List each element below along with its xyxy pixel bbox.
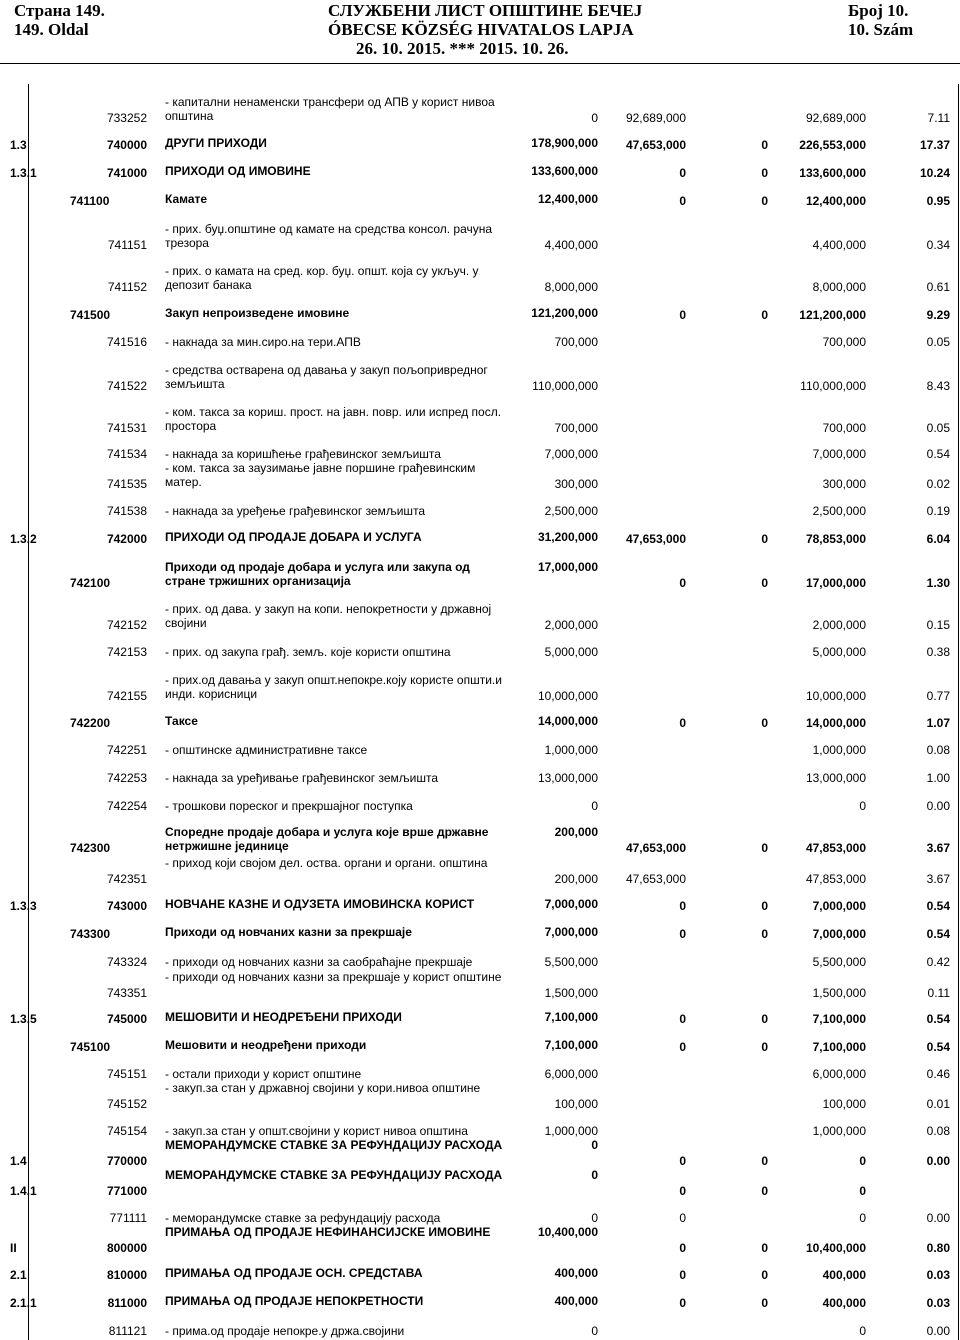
row-number: 1.3	[10, 138, 27, 152]
header-page-number-sr: Страна 149.	[14, 1, 105, 20]
row-description: - закуп.за стан у државној својини у кори.нивоа општине	[165, 1081, 481, 1095]
row-amount-budget: 100,000	[554, 1097, 598, 1111]
row-percent: 0.08	[926, 743, 950, 757]
table-row	[0, 1266, 960, 1282]
row-percent: 0.46	[926, 1067, 950, 1081]
row-description: - прих.од давања у закуп општ.непокре.коју користе општи.и инди. корисници	[165, 673, 502, 701]
header-issue-sr: Број 10.	[848, 1, 909, 20]
table-row	[0, 136, 960, 152]
row-amount-budget: 7,000,000	[544, 925, 598, 939]
row-description: - средства остварена од давања у закуп пољопривредног земљишта	[165, 363, 488, 391]
table-row	[0, 825, 960, 855]
row-code: 745151	[106, 1067, 147, 1081]
table-row	[0, 222, 960, 252]
row-amount-budget: 5,500,000	[544, 955, 598, 969]
row-number: 2.1.1	[10, 1296, 37, 1310]
row-code: 733252	[106, 111, 147, 125]
row-amount-budget: 0	[591, 1211, 598, 1225]
table-row	[0, 1211, 960, 1225]
row-percent: 1.07	[926, 716, 950, 730]
row-amount-other: 0	[679, 1154, 686, 1168]
row-code: 741000	[106, 166, 147, 180]
row-description: - приходи од новчаних казни за прекршаје у корист општине	[165, 970, 502, 984]
table-row	[0, 1138, 960, 1168]
row-amount-extra: 0	[761, 899, 768, 913]
table-row	[0, 970, 960, 1000]
row-amount-other: 0	[679, 1040, 686, 1054]
row-amount-budget: 7,000,000	[544, 447, 598, 461]
row-description: ПРИХОДИ ОД ПРОДАЈЕ ДОБАРА И УСЛУГА	[165, 530, 422, 544]
row-description: - капитални ненаменски трансфери од АПВ у корист нивоа општина	[165, 95, 495, 123]
row-description: - прих. од дава. у закуп на копи. непокретности у државној својини	[165, 602, 492, 630]
row-amount-total: 700,000	[822, 335, 866, 349]
table-row	[0, 602, 960, 632]
row-code: 741151	[107, 238, 147, 252]
row-amount-budget: 300,000	[554, 477, 598, 491]
row-description: ПРИМАЊА ОД ПРОДАЈЕ НЕФИНАНСИЈСКЕ ИМОВИНЕ	[165, 1225, 491, 1239]
row-amount-total: 133,600,000	[799, 166, 866, 180]
row-description: Споредне продаје добара и услуга које врше државне нетржишне јединице	[165, 825, 489, 853]
row-amount-total: 7,000,000	[812, 927, 866, 941]
table-row	[0, 771, 960, 785]
row-amount-total: 7,000,000	[812, 447, 866, 461]
row-amount-total: 0	[859, 1324, 866, 1338]
table-row	[0, 897, 960, 913]
row-percent: 0.34	[926, 238, 950, 252]
table-row	[0, 673, 960, 703]
row-percent: 10.24	[919, 166, 950, 180]
row-description: - приходи од новчаних казни за саобраћајне прекршаје	[165, 955, 473, 969]
row-code: 742253	[106, 771, 147, 785]
row-amount-total: 78,853,000	[805, 532, 866, 546]
row-amount-extra: 0	[761, 1040, 768, 1054]
row-percent: 0.54	[926, 927, 950, 941]
row-amount-budget: 7,000,000	[544, 897, 598, 911]
table-row	[0, 306, 960, 322]
header-page-number-hu: 149. Oldal	[14, 20, 89, 39]
row-amount-total: 8,000,000	[812, 280, 866, 294]
row-amount-extra: 0	[761, 716, 768, 730]
row-amount-extra: 0	[761, 166, 768, 180]
row-description: - накнада за уређење грађевинског земљишта	[165, 504, 426, 518]
row-description: Приходи од продаје добара и услуга или закупа од стране тржишних организација	[165, 560, 470, 588]
row-amount-budget: 200,000	[554, 872, 598, 886]
header-date: 26. 10. 2015. *** 2015. 10. 26.	[356, 39, 569, 58]
row-percent: 0.80	[926, 1241, 950, 1255]
row-amount-total: 700,000	[822, 421, 866, 435]
table-row	[0, 405, 960, 435]
row-percent: 0.11	[927, 986, 950, 1000]
row-code: 742351	[106, 872, 147, 886]
row-description: - општинске административне таксе	[165, 743, 368, 757]
row-amount-budget: 110,000,000	[532, 379, 598, 393]
row-code: 742152	[106, 618, 147, 632]
table-row	[0, 461, 960, 491]
table-row	[0, 1067, 960, 1081]
row-amount-other: 0	[679, 899, 686, 913]
table-row	[0, 192, 960, 208]
table-row	[0, 1038, 960, 1054]
row-percent: 0.77	[926, 689, 950, 703]
row-amount-extra: 0	[761, 138, 768, 152]
table-row	[0, 1324, 960, 1338]
row-amount-extra: 0	[761, 576, 768, 590]
row-code: 811121	[108, 1324, 147, 1338]
row-description: - ком. такса за заузимање јавне поршине грађевинским матер.	[165, 461, 476, 489]
row-amount-other: 47,653,000	[625, 138, 686, 152]
row-description: - остали приходи у корист општине	[165, 1067, 362, 1081]
header-issue-hu: 10. Szám	[848, 20, 914, 39]
row-number: 1.3.5	[10, 1012, 37, 1026]
row-amount-other: 0	[679, 1012, 686, 1026]
row-amount-other: 0	[679, 308, 686, 322]
table-row	[0, 560, 960, 590]
row-percent: 0.02	[926, 477, 950, 491]
row-amount-other: 92,689,000	[625, 111, 686, 125]
row-percent: 0.00	[926, 1211, 950, 1225]
row-amount-total: 400,000	[822, 1296, 866, 1310]
row-amount-extra: 0	[761, 308, 768, 322]
row-code: 743324	[106, 955, 147, 969]
row-description: - накнада за коришћење грађевинског земљишта	[165, 447, 441, 461]
table-row	[0, 856, 960, 886]
row-number: 2.1	[10, 1268, 27, 1282]
row-description: - приход који својом дел. оства. органи и органи. општина	[165, 856, 488, 870]
row-code: 742200	[70, 716, 111, 730]
row-percent: 1.00	[926, 771, 950, 785]
row-percent: 9.29	[926, 308, 950, 322]
row-description: - накнада за уређивање грађевинског земљишта	[165, 771, 439, 785]
row-amount-total: 2,000,000	[812, 618, 866, 632]
row-percent: 0.03	[926, 1296, 950, 1310]
row-number: 1.4.1	[10, 1184, 37, 1198]
row-code: 741100	[70, 194, 110, 208]
row-code: 811000	[107, 1296, 147, 1310]
row-percent: 0.54	[926, 1040, 950, 1054]
row-amount-other: 0	[679, 1211, 686, 1225]
row-percent: 0.61	[926, 280, 950, 294]
row-percent: 0.05	[926, 335, 950, 349]
row-code: 741531	[106, 421, 147, 435]
row-amount-total: 10,400,000	[805, 1241, 866, 1255]
table-row	[0, 714, 960, 730]
row-code: 742000	[106, 532, 147, 546]
row-code: 742300	[70, 841, 111, 855]
row-amount-total: 0	[859, 1184, 866, 1198]
row-percent: 3.67	[926, 872, 950, 886]
row-amount-total: 12,400,000	[805, 194, 866, 208]
row-amount-budget: 121,200,000	[531, 306, 598, 320]
row-amount-extra: 0	[761, 1184, 768, 1198]
table-row	[0, 955, 960, 969]
row-amount-total: 1,000,000	[812, 1124, 866, 1138]
row-percent: 0.00	[926, 1154, 950, 1168]
row-percent: 0.01	[926, 1097, 950, 1111]
row-description: ДРУГИ ПРИХОДИ	[165, 136, 267, 150]
row-code: 741522	[106, 379, 147, 393]
row-number: 1.3.2	[10, 532, 37, 546]
row-amount-budget: 700,000	[554, 335, 598, 349]
row-amount-extra: 0	[761, 194, 768, 208]
row-amount-total: 10,000,000	[805, 689, 866, 703]
row-amount-budget: 200,000	[554, 825, 598, 839]
row-amount-total: 2,500,000	[812, 504, 866, 518]
row-code: 745100	[70, 1040, 111, 1054]
row-description: ПРИМАЊА ОД ПРОДАЈЕ НЕПОКРЕТНОСТИ	[165, 1294, 424, 1308]
row-amount-total: 400,000	[822, 1268, 866, 1282]
row-description: НОВЧАНЕ КАЗНЕ И ОДУЗЕТА ИМОВИНСКА КОРИСТ	[165, 897, 475, 911]
row-amount-total: 47,853,000	[805, 872, 866, 886]
row-code: 745154	[106, 1124, 147, 1138]
row-description: - накнада за мин.сиро.на тери.АПВ	[165, 335, 361, 349]
row-amount-extra: 0	[761, 1012, 768, 1026]
row-amount-budget: 0	[591, 1168, 598, 1182]
row-code: 770000	[106, 1154, 147, 1168]
row-amount-total: 13,000,000	[805, 771, 866, 785]
row-amount-extra: 0	[761, 1268, 768, 1282]
row-amount-extra: 0	[761, 532, 768, 546]
row-percent: 1.30	[926, 576, 950, 590]
row-amount-total: 6,000,000	[812, 1067, 866, 1081]
row-amount-budget: 6,000,000	[544, 1067, 598, 1081]
table-row	[0, 1124, 960, 1138]
table-row	[0, 925, 960, 941]
table-row	[0, 799, 960, 813]
row-amount-other: 0	[679, 1296, 686, 1310]
row-code: 741535	[106, 477, 147, 491]
row-amount-extra: 0	[761, 1154, 768, 1168]
table-row	[0, 1010, 960, 1026]
row-amount-budget: 400,000	[554, 1266, 598, 1280]
row-description: МЕШОВИТИ И НЕОДРЕЂЕНИ ПРИХОДИ	[165, 1010, 402, 1024]
table-row	[0, 1081, 960, 1111]
row-amount-total: 121,200,000	[799, 308, 866, 322]
row-amount-budget: 0	[591, 799, 598, 813]
row-description: Закуп непроизведене имовине	[165, 306, 350, 320]
row-amount-other: 0	[679, 1184, 686, 1198]
row-amount-budget: 0	[591, 111, 598, 125]
row-amount-other: 0	[679, 166, 686, 180]
row-number: II	[10, 1241, 17, 1255]
row-amount-total: 7,000,000	[812, 899, 866, 913]
row-code: 745000	[106, 1012, 147, 1026]
row-percent: 8.43	[926, 379, 950, 393]
table-row	[0, 1294, 960, 1310]
row-description: Таксе	[165, 714, 198, 728]
row-description: Камате	[165, 192, 208, 206]
row-amount-other: 0	[679, 194, 686, 208]
row-percent: 17.37	[919, 138, 950, 152]
row-amount-other: 47,653,000	[625, 872, 686, 886]
row-amount-total: 0	[859, 799, 866, 813]
table-row	[0, 264, 960, 294]
row-amount-budget: 14,000,000	[537, 714, 598, 728]
row-amount-other: 47,653,000	[625, 841, 686, 855]
row-amount-budget: 17,000,000	[537, 560, 598, 574]
row-amount-other: 0	[679, 716, 686, 730]
row-amount-total: 14,000,000	[805, 716, 866, 730]
row-percent: 0.42	[926, 955, 950, 969]
row-amount-other: 0	[679, 1268, 686, 1282]
row-amount-budget: 1,000,000	[544, 743, 598, 757]
row-amount-total: 110,000,000	[800, 379, 866, 393]
row-amount-other: 0	[679, 576, 686, 590]
row-amount-total: 100,000	[822, 1097, 866, 1111]
row-amount-budget: 10,400,000	[537, 1225, 598, 1239]
row-description: - трошкови пореског и прекршајног поступка	[165, 799, 413, 813]
row-description: - закуп.за стан у општ.својини у корист нивоа општина	[165, 1124, 468, 1138]
table-row	[0, 164, 960, 180]
row-amount-extra: 0	[761, 1241, 768, 1255]
row-percent: 0.54	[926, 1012, 950, 1026]
row-amount-budget: 7,100,000	[544, 1038, 598, 1052]
row-code: 740000	[106, 138, 147, 152]
row-description: - прих. буџ.општине од камате на средства консол. рачуна трезора	[165, 222, 493, 250]
row-percent: 0.08	[926, 1124, 950, 1138]
row-number: 1.3.3	[10, 899, 37, 913]
row-code: 743351	[106, 986, 147, 1000]
row-code: 800000	[106, 1241, 147, 1255]
row-percent: 0.15	[926, 618, 950, 632]
row-percent: 7.11	[927, 111, 950, 125]
header-rule	[0, 63, 960, 64]
row-description: - прима.од продаје непокре.у држа.својини	[165, 1324, 405, 1338]
row-amount-other: 0	[679, 1241, 686, 1255]
row-amount-budget: 2,500,000	[544, 504, 598, 518]
row-amount-total: 1,000,000	[812, 743, 866, 757]
row-amount-budget: 4,400,000	[544, 238, 598, 252]
row-amount-total: 47,853,000	[805, 841, 866, 855]
row-number: 1.4	[10, 1154, 27, 1168]
row-percent: 0.00	[926, 1324, 950, 1338]
row-amount-extra: 0	[761, 841, 768, 855]
row-percent: 0.54	[926, 447, 950, 461]
row-amount-total: 92,689,000	[805, 111, 866, 125]
row-amount-budget: 1,500,000	[544, 986, 598, 1000]
row-code: 741500	[70, 308, 111, 322]
row-code: 771000	[106, 1184, 147, 1198]
row-amount-other: 47,653,000	[625, 532, 686, 546]
row-code: 741516	[106, 335, 147, 349]
row-amount-budget: 133,600,000	[531, 164, 598, 178]
row-description: Приходи од новчаних казни за прекршаје	[165, 925, 412, 939]
row-amount-total: 0	[859, 1154, 866, 1168]
row-amount-budget: 0	[591, 1138, 598, 1152]
row-percent: 0.19	[926, 504, 950, 518]
table-row	[0, 504, 960, 518]
row-code: 743000	[106, 899, 147, 913]
table-row	[0, 335, 960, 349]
row-amount-budget: 0	[591, 1324, 598, 1338]
row-amount-budget: 1,000,000	[544, 1124, 598, 1138]
row-code: 741538	[106, 504, 147, 518]
header-title-hu: ÓBECSE KÖZSÉG HIVATALOS LAPJA	[328, 20, 634, 39]
row-amount-budget: 10,000,000	[537, 689, 598, 703]
row-code: 742153	[106, 645, 147, 659]
row-code: 742251	[106, 743, 147, 757]
row-amount-total: 5,500,000	[812, 955, 866, 969]
row-code: 742155	[106, 689, 147, 703]
row-code: 741152	[107, 280, 147, 294]
row-amount-other: 0	[679, 927, 686, 941]
row-amount-budget: 8,000,000	[544, 280, 598, 294]
table-row	[0, 1225, 960, 1255]
table-row	[0, 645, 960, 659]
table-row	[0, 743, 960, 757]
row-amount-budget: 12,400,000	[537, 192, 598, 206]
row-description: МЕМОРАНДУМСКЕ СТАВКЕ ЗА РЕФУНДАЦИЈУ РАСХОДА	[165, 1168, 503, 1182]
row-amount-total: 4,400,000	[812, 238, 866, 252]
row-amount-budget: 7,100,000	[544, 1010, 598, 1024]
row-percent: 0.03	[926, 1268, 950, 1282]
row-code: 771111	[109, 1211, 147, 1225]
row-amount-total: 7,100,000	[812, 1012, 866, 1026]
row-amount-budget: 400,000	[554, 1294, 598, 1308]
row-amount-extra: 0	[761, 1296, 768, 1310]
row-percent: 0.00	[926, 799, 950, 813]
row-number: 1.3.1	[10, 166, 37, 180]
row-amount-total: 5,000,000	[812, 645, 866, 659]
row-amount-total: 7,100,000	[812, 1040, 866, 1054]
row-amount-budget: 2,000,000	[544, 618, 598, 632]
row-code: 742100	[70, 576, 111, 590]
row-amount-budget: 13,000,000	[537, 771, 598, 785]
row-description: - прих. о камата на сред. кор. буџ. општ. која су укључ. у депозит банака	[165, 264, 479, 292]
header-title-sr: СЛУЖБЕНИ ЛИСТ ОПШТИНЕ БЕЧЕЈ	[328, 1, 643, 20]
row-amount-budget: 178,900,000	[531, 136, 598, 150]
table-row	[0, 1168, 960, 1198]
row-description: - ком. такса за кориш. прост. на јавн. повр. или испред посл. простора	[165, 405, 502, 433]
row-percent: 0.54	[926, 899, 950, 913]
table-row	[0, 363, 960, 393]
row-amount-total: 17,000,000	[805, 576, 866, 590]
row-amount-total: 1,500,000	[812, 986, 866, 1000]
row-percent: 3.67	[926, 841, 950, 855]
row-description: ПРИХОДИ ОД ИМОВИНЕ	[165, 164, 311, 178]
row-amount-extra: 0	[761, 927, 768, 941]
row-description: - меморандумске ставке за рефундацију расхода	[165, 1211, 441, 1225]
row-description: ПРИМАЊА ОД ПРОДАЈЕ ОСН. СРЕДСТАВА	[165, 1266, 423, 1280]
row-amount-budget: 5,000,000	[544, 645, 598, 659]
row-description: - прих. од закупа грађ. земљ. које користи општина	[165, 645, 451, 659]
table-row	[0, 95, 960, 125]
table-row	[0, 447, 960, 461]
row-percent: 0.05	[926, 421, 950, 435]
row-code: 745152	[106, 1097, 147, 1111]
row-code: 742254	[106, 799, 147, 813]
row-percent: 0.38	[926, 645, 950, 659]
row-description: Мешовити и неодређени приходи	[165, 1038, 367, 1052]
row-code: 743300	[70, 927, 111, 941]
row-amount-total: 226,553,000	[799, 138, 866, 152]
row-percent: 6.04	[926, 532, 950, 546]
row-code: 741534	[106, 447, 147, 461]
row-amount-budget: 700,000	[554, 421, 598, 435]
table-row	[0, 530, 960, 546]
row-amount-total: 0	[859, 1211, 866, 1225]
row-percent: 0.95	[926, 194, 950, 208]
row-amount-total: 300,000	[822, 477, 866, 491]
row-amount-budget: 31,200,000	[537, 530, 598, 544]
row-code: 810000	[106, 1268, 147, 1282]
row-description: МЕМОРАНДУМСКЕ СТАВКЕ ЗА РЕФУНДАЦИЈУ РАСХОДА	[165, 1138, 503, 1152]
